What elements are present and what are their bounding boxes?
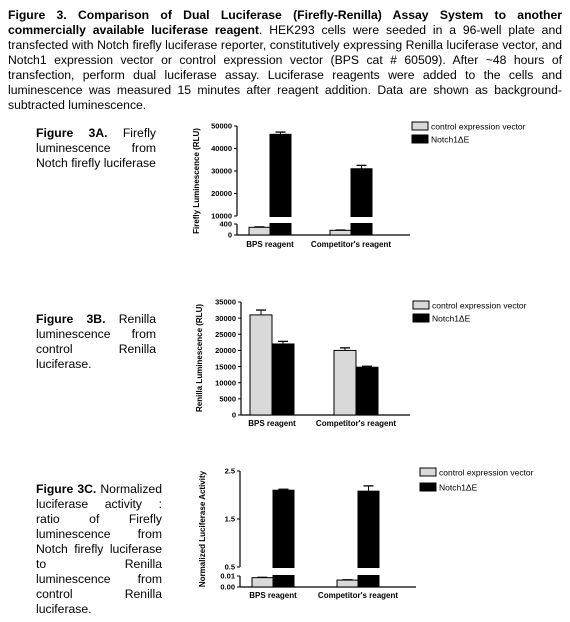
caption-3b-label: Figure 3B. bbox=[36, 312, 106, 326]
caption-3c-text: Normalized luciferase activity : ratio of Firefly luminescence from Notch firefly luciferase to Renilla luminescence from control Renilla luciferase. bbox=[36, 482, 162, 616]
legend-label: control expression vector bbox=[431, 121, 526, 132]
axis-break bbox=[241, 568, 416, 575]
y-tick-label: 400 bbox=[219, 219, 232, 229]
y-tick-label: 10000 bbox=[211, 211, 232, 221]
figure-description: . HEK293 cells were seeded in a 96-well plate and transfected with Notch firefly luciferase reporter, constitutively expressing Renilla luciferase vector, and Notch1 expression vector or control expression vector (BPS cat # 60509). After ~48 hours of transfection, perform dual luciferase assay. Luciferase reagents were added to the cells and luminescence was measured 15 minutes after reagent addition. Data are shown as background-subtracted luminescence. bbox=[8, 23, 562, 112]
legend-label: Notch1ΔE bbox=[431, 134, 470, 145]
category-label: Competitor's reagent bbox=[315, 419, 397, 428]
caption-3b-text: Renilla luminescence from control Renilla luciferase. bbox=[36, 312, 156, 371]
caption-3a-label: Figure 3A. bbox=[36, 126, 108, 140]
caption-3c-label: Figure 3C. bbox=[36, 482, 97, 496]
legend-label: control expression vector bbox=[439, 467, 534, 478]
caption-3a-text: Firefly luminescence from Notch firefly luciferase bbox=[36, 126, 157, 170]
category-label: Competitor's reagent bbox=[310, 240, 392, 249]
bar-control bbox=[252, 578, 273, 587]
y-axis-title: Firefly Luminescence (RLU) bbox=[192, 128, 201, 234]
y-tick-label: 2.5 bbox=[224, 466, 235, 476]
y-tick-label: 1.5 bbox=[224, 514, 235, 524]
legend-swatch bbox=[420, 483, 436, 491]
y-tick-label: 35000 bbox=[215, 297, 236, 307]
y-axis-title: Renilla Luminescence (RLU) bbox=[195, 303, 204, 413]
y-tick-label: 0.00 bbox=[220, 582, 235, 592]
y-tick-label: 0 bbox=[231, 410, 236, 420]
legend-label: Notch1ΔE bbox=[432, 313, 471, 324]
y-tick-label: 30000 bbox=[215, 313, 236, 323]
y-tick-label: 20000 bbox=[211, 189, 232, 199]
y-tick-label: 30000 bbox=[211, 166, 232, 176]
legend-swatch bbox=[420, 468, 436, 476]
y-tick-label: 0.5 bbox=[224, 562, 235, 572]
y-tick-label: 50000 bbox=[211, 121, 232, 131]
y-tick-label: 40000 bbox=[211, 144, 232, 154]
category-label: BPS reagent bbox=[249, 591, 297, 600]
y-tick-label: 5000 bbox=[219, 394, 236, 404]
category-label: BPS reagent bbox=[248, 419, 296, 428]
figure-title: Figure 3. Comparison of Dual Luciferase (Firefly-Renilla) Assay System to another commercially available luciferase reagent bbox=[8, 8, 562, 37]
y-tick-label: 10000 bbox=[215, 378, 236, 388]
legend-label: control expression vector bbox=[432, 300, 527, 311]
category-label: Competitor's reagent bbox=[317, 591, 399, 600]
y-tick-label: 25000 bbox=[215, 329, 236, 339]
y-axis-title: Normalized Luciferase Activity bbox=[198, 470, 207, 588]
y-tick-label: 20000 bbox=[215, 346, 236, 356]
y-tick-label: 0.01 bbox=[220, 571, 235, 581]
y-tick-label: 15000 bbox=[215, 362, 236, 372]
legend-label: Notch1ΔE bbox=[439, 482, 478, 493]
category-label: BPS reagent bbox=[246, 240, 294, 249]
y-tick-label: 0 bbox=[227, 230, 232, 240]
bar-control bbox=[337, 580, 358, 587]
